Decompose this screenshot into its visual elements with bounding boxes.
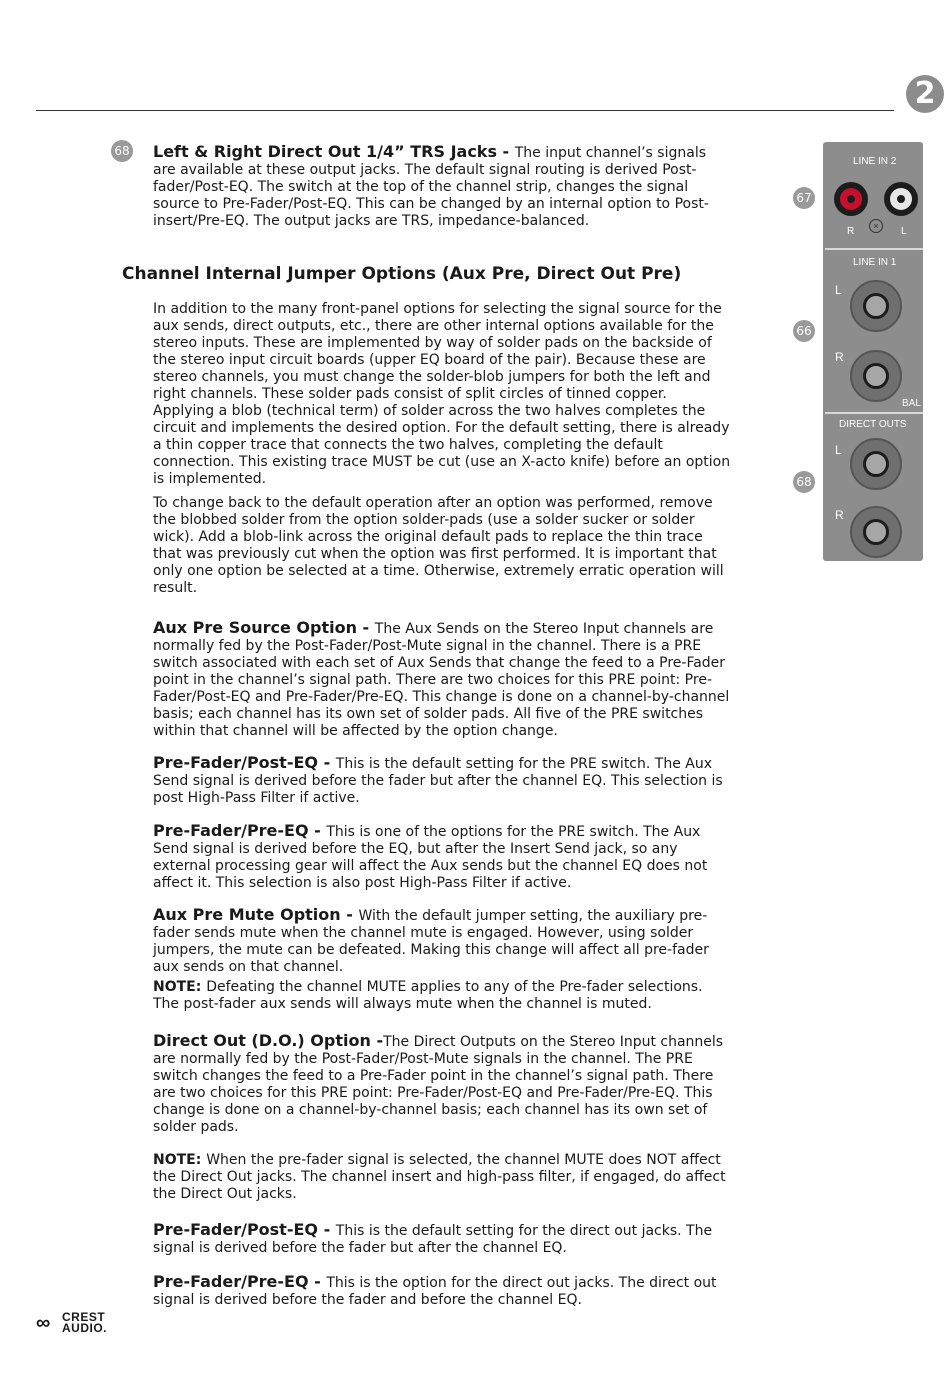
- channel-panel-illustration: [823, 142, 923, 561]
- aux-pre-mute-lead: Aux Pre Mute Option -: [153, 905, 359, 924]
- direct-out-left-jack: [850, 438, 902, 490]
- panel-divider: [825, 248, 923, 250]
- aux-pre-eq-lead: Pre-Fader/Pre-EQ -: [153, 821, 327, 840]
- aux-pre-fader-post-eq: [153, 754, 731, 807]
- intro-paragraph-2: To change back to the default operation after an option was performed, remove the blobbed solder from the option solder-pads (use a solder sucker or solder wick). Add a blob-link across the original default pads to replace the thin trace that was previously cut when the option was first performed. It is important that only one option be selected at a time. Otherwise, extremely erratic operation will result.: [153, 495, 724, 596]
- direct-out-right-jack: [850, 506, 902, 558]
- logo-line-2: AUDIO.: [62, 1321, 107, 1335]
- direct-out-r-label: R: [835, 508, 844, 522]
- balanced-label: BAL: [902, 398, 921, 409]
- do-pre-fader-post-eq: [153, 1221, 731, 1257]
- do-pre-eq-text: This is the option for the direct out jacks. The direct out signal is derived before the fader and before the channel EQ.: [153, 1275, 717, 1308]
- direct-out-l-label: L: [835, 443, 842, 457]
- line-in-1-r-label: R: [835, 350, 844, 364]
- callout-badge-66: 66: [793, 320, 815, 342]
- section-direct-out-jacks: [153, 143, 731, 230]
- direct-out-text: The Direct Outputs on the Stereo Input channels are normally fed by the Post-Fader/Post-Mute signals in the channel. The PRE switch changes the feed to a Pre-Fader point in the channel’s signal path. There are two choices for this PRE point: Pre-Fader/Post-EQ and Pre-Fader/Pre-EQ. This change is done on a channel-by-channel basis; each channel has its own set of solder pads.: [153, 1034, 724, 1135]
- section-lead: Left & Right Direct Out 1/4” TRS Jacks -: [153, 142, 515, 161]
- rca-jack-right: [834, 182, 868, 216]
- intro-paragraph-1: In addition to the many front-panel options for selecting the signal source for the aux sends, direct outputs, etc., there are other internal options available for the stereo inputs. These are implemented by way of solder pads on the backside of the stereo input circuit boards (upper EQ board of the pair). Because these are stereo channels, you must change the solder-blob jumpers for both the left and right channels. These solder pads consist of split circles of tinned copper. Applying a blob (technical term) of solder across the two halves completes the circuit and implements the desired option. For the default setting, there is already a thin copper trace that connects the two halves, completing the default connection. This existing trace MUST be cut (use an X-acto knife) before an option is implemented.: [153, 301, 731, 487]
- aux-pre-mute-text: With the default jumper setting, the auxiliary pre-fader sends mute when the channel mute is engaged. However, using solder jumpers, the mute can be defeated. Making this change will affect all pre-fader aux sends on that channel.: [153, 908, 709, 975]
- line-in-1-left-jack: [850, 280, 902, 332]
- rca-jack-left: [884, 182, 918, 216]
- aux-pre-eq-text: This is one of the options for the PRE switch. The Aux Send signal is derived before the EQ, but after the Insert Send jack, so any external processing gear will affect the Aux sends but the channel EQ does not affect it. This selection is also post High-Pass Filter if active.: [153, 824, 708, 891]
- logo-line-1: CREST: [62, 1310, 106, 1324]
- aux-post-eq-lead: Pre-Fader/Post-EQ -: [153, 753, 336, 772]
- aux-pre-source-option: [153, 619, 731, 740]
- note-text: When the pre-fader signal is selected, the channel MUTE does NOT affect the Direct Out jacks. The channel insert and high-pass filter, if engaged, do affect the Direct Out jacks.: [153, 1152, 726, 1202]
- note-label: NOTE:: [153, 1152, 207, 1168]
- aux-pre-fader-pre-eq: [153, 822, 731, 892]
- header-rule: [36, 110, 894, 111]
- line-in-1-l-label: L: [835, 283, 842, 297]
- note-text: Defeating the channel MUTE applies to any of the Pre-fader selections. The post-fader aux sends will always mute when the channel is muted.: [153, 979, 703, 1012]
- do-post-eq-lead: Pre-Fader/Post-EQ -: [153, 1220, 336, 1239]
- chapter-number: 2: [906, 75, 944, 113]
- do-pre-fader-pre-eq: [153, 1273, 731, 1309]
- callout-badge-68: 68: [111, 140, 133, 162]
- aux-pre-source-text: The Aux Sends on the Stereo Input channels are normally fed by the Post-Fader/Post-Mute signal in the channel. There is a PRE switch associated with each set of Aux Sends that change the feed to a Pre-Fader point in the channel’s signal path. There are two choices for this PRE point: Pre-Fader/Post-EQ and Pre-Fader/Pre-EQ. This change is done on a channel-by-channel basis; each channel has its own set of solder pads. All five of the PRE switches within that channel will be affected by the option change.: [153, 621, 730, 739]
- ground-screw-icon: ×: [869, 219, 883, 233]
- do-pre-eq-lead: Pre-Fader/Pre-EQ -: [153, 1272, 327, 1291]
- direct-outs-label: DIRECT OUTS: [839, 419, 907, 430]
- aux-pre-mute-note: [153, 979, 731, 1013]
- line-in-1-label: LINE IN 1: [853, 257, 897, 268]
- rca-l-label: L: [901, 226, 907, 237]
- direct-out-option: [153, 1032, 731, 1136]
- note-label: NOTE:: [153, 979, 207, 995]
- rca-r-label: R: [847, 226, 855, 237]
- crest-logo-mark: ∞: [36, 1312, 51, 1334]
- section-heading: Channel Internal Jumper Options (Aux Pre, Direct Out Pre): [122, 264, 682, 284]
- aux-pre-mute-option: [153, 906, 731, 976]
- callout-badge-68-side: 68: [793, 471, 815, 493]
- direct-out-lead: Direct Out (D.O.) Option -: [153, 1031, 384, 1050]
- section-text: The input channel’s signals are available at these output jacks. The default signal routing is derived Post-fader/Post-EQ. The switch at the top of the channel strip, changes the signal source to Pre-Fader/Post-EQ. This can be changed by an internal option to Post-insert/Pre-EQ. The output jacks are TRS, impedance-balanced.: [153, 145, 709, 229]
- line-in-1-right-jack: [850, 350, 902, 402]
- line-in-2-label: LINE IN 2: [853, 156, 897, 167]
- direct-out-note: [153, 1152, 731, 1203]
- panel-divider: [825, 412, 923, 414]
- aux-pre-source-lead: Aux Pre Source Option -: [153, 618, 375, 637]
- callout-badge-67: 67: [793, 187, 815, 209]
- do-post-eq-text: This is the default setting for the direct out jacks. The signal is derived before the fader but after the channel EQ.: [153, 1223, 713, 1256]
- aux-post-eq-text: This is the default setting for the PRE switch. The Aux Send signal is derived before the fader but after the channel EQ. This selection is post High-Pass Filter if active.: [153, 756, 723, 806]
